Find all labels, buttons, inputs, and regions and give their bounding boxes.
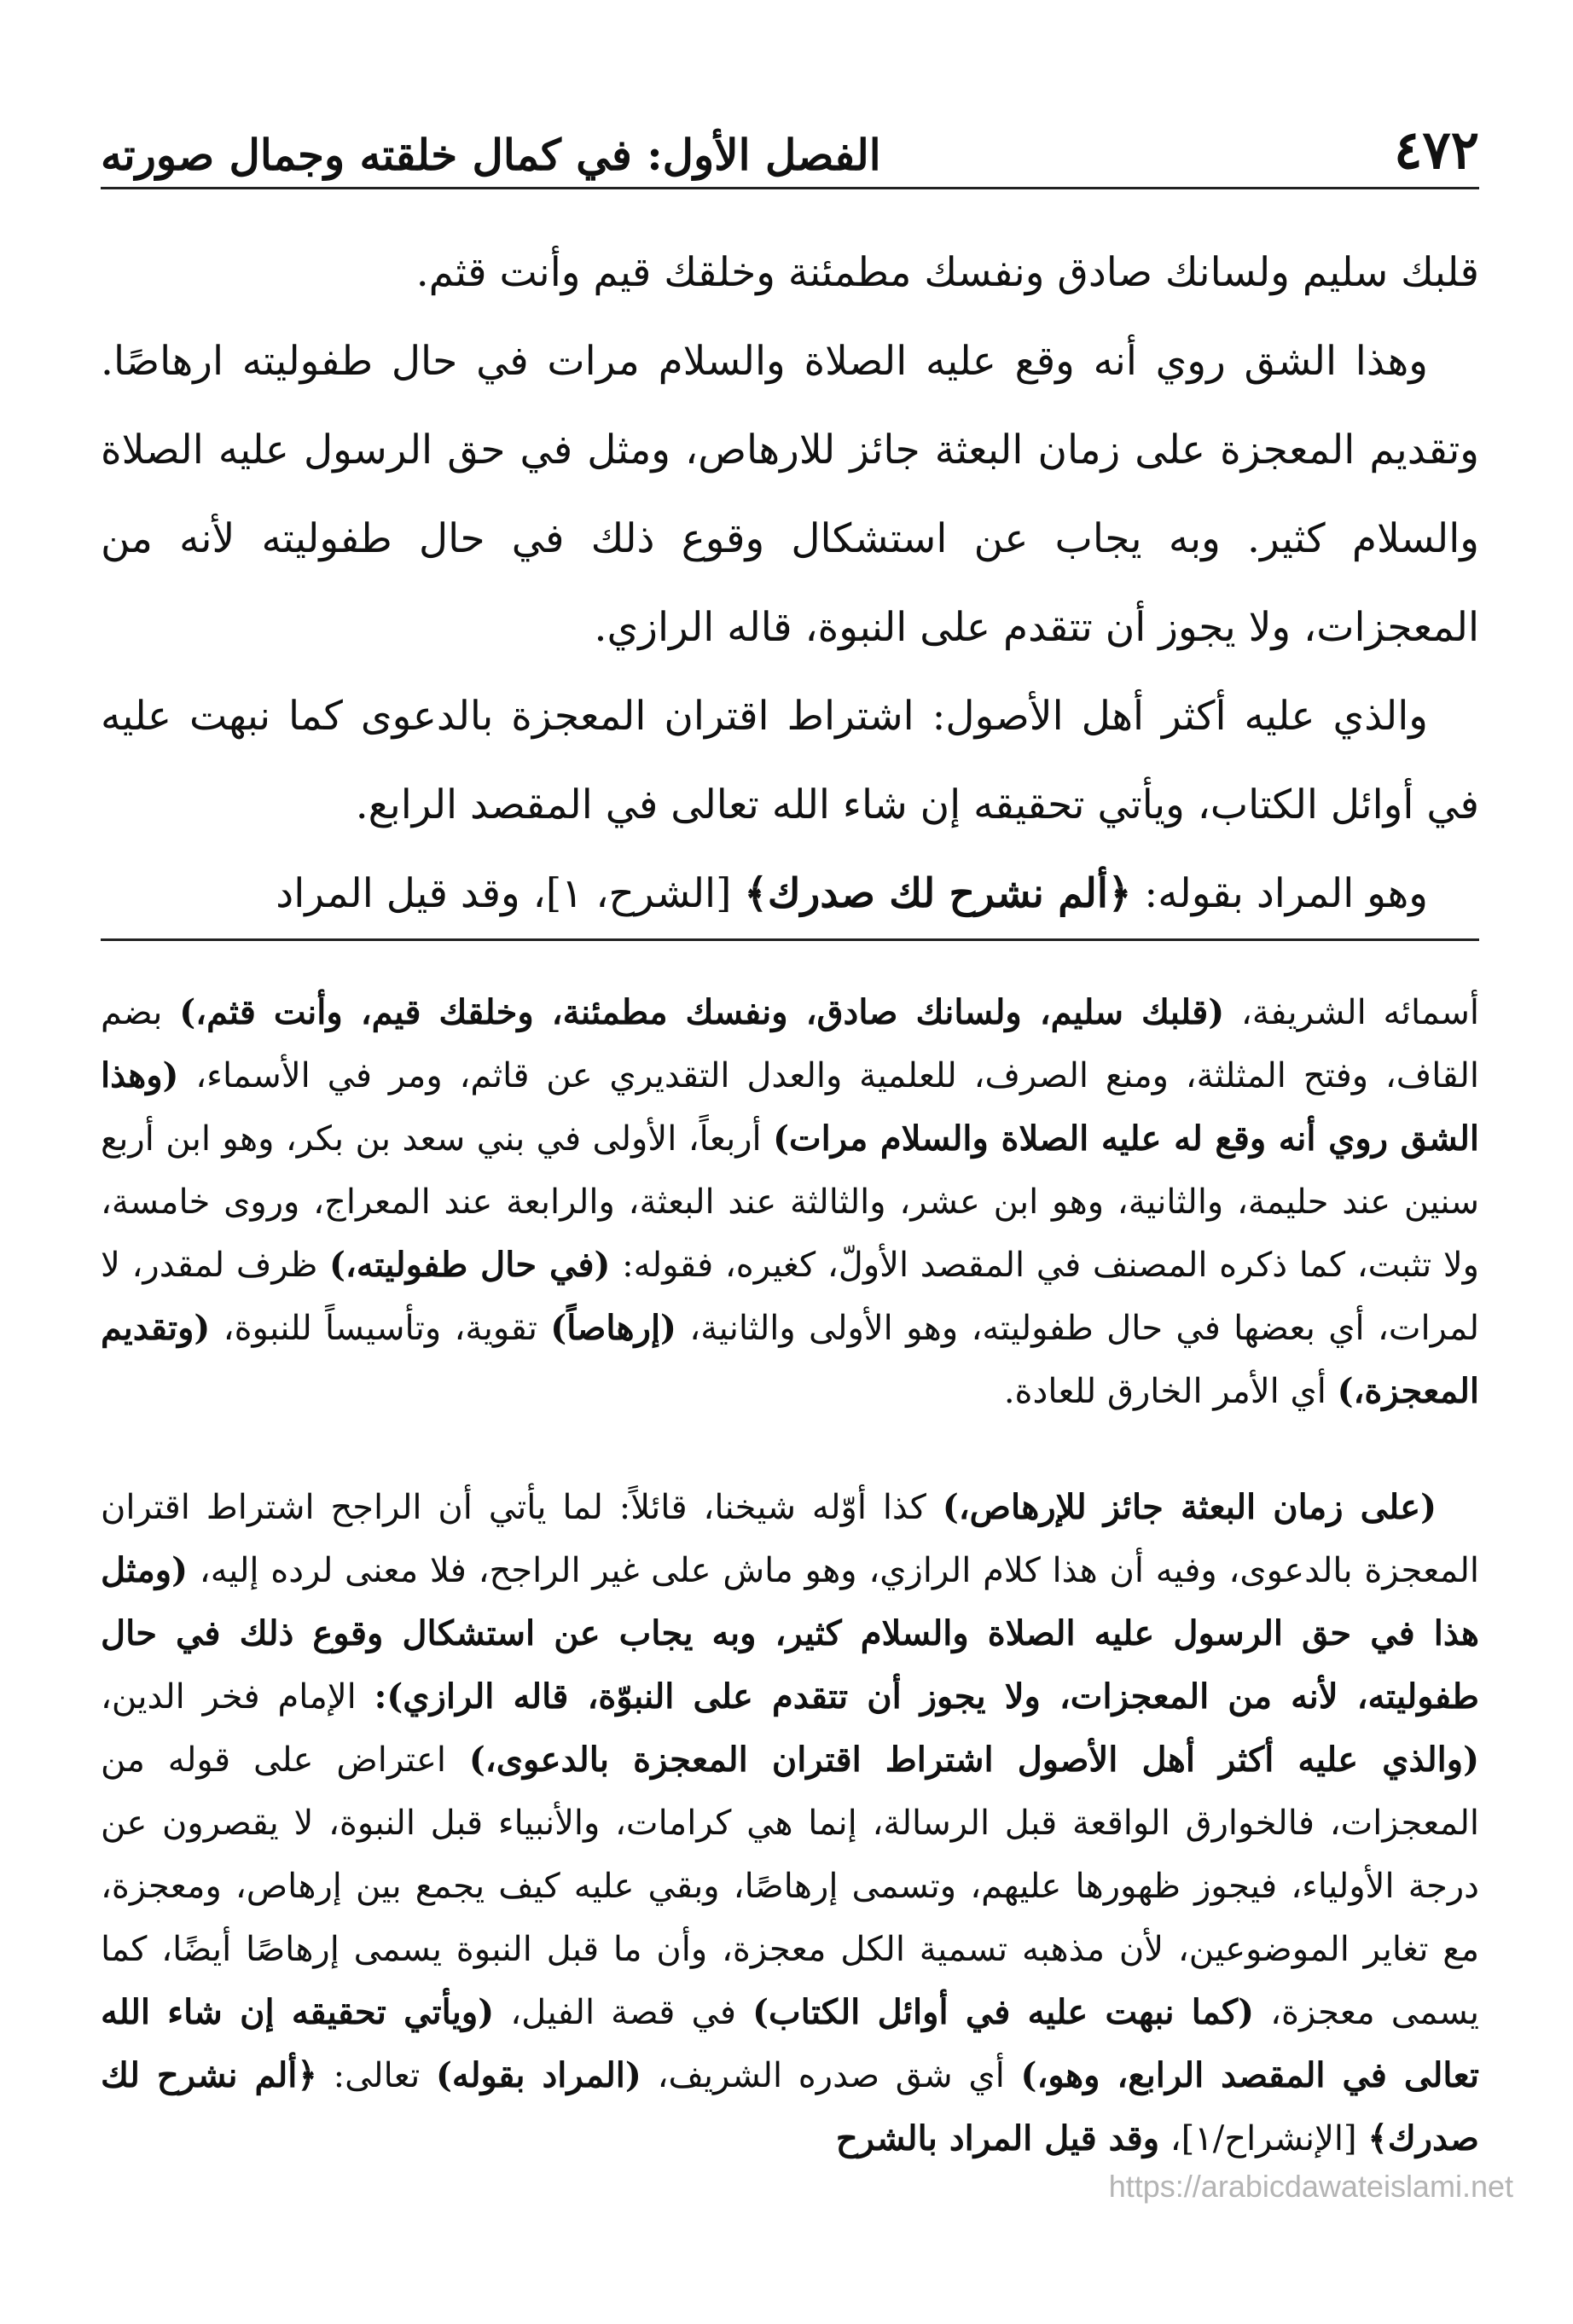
commentary [101,981,1479,2170]
main-paragraph-4-tail: [الشرح، ١]، وقد قيل المراد [276,870,745,917]
commentary-quoted-run: (قلبك سليم، ولسانك صادق، ونفسك مطمئنة، وخلقك قيم، وأنت قثم،) [179,992,1225,1032]
commentary-run: تقوية، وتأسيساً للنبوة، [210,1309,551,1348]
commentary-quoted-run: (والذي عليه أكثر أهل الأصول اشتراط اقتران المعجزة بالدعوى،) [468,1740,1479,1780]
commentary-quoted-run: (ومثل هذا في حق الرسول عليه الصلاة والسلام كثير، وبه يجاب عن استشكال وقوع ذلك في حال طفوليته، لأنه من المعجزات، ولا يجوز أن تتقدم على النبوّة، قاله الرازي): [101,1550,1479,1717]
main-paragraph-4 [101,850,1479,938]
commentary-run: تعالى: [316,2056,436,2095]
main-paragraph-2: وهذا الشق روي أنه وقع عليه الصلاة والسلام مرات في حال طفوليته ارهاصًا. وتقديم المعجزة على زمان البعثة جائز للارهاص، ومثل في حق الرسول عليه الصلاة والسلام كثير. وبه يجاب عن استشكال وقوع ذلك في حال طفوليته لأنه من المعجزات، ولا يجوز أن تتقدم على النبوة، قاله الرازي. [101,338,1479,651]
main-paragraph-4-lead: وهو المراد بقوله: [1131,870,1428,917]
commentary-paragraph-1 [101,981,1479,1423]
commentary-quoted-run: (وتقديم المعجزة،) [101,1308,1479,1411]
commentary-run: ظرف لمقدر، لا لمرات، أي بعضها في حال طفوليته، وهو الأولى والثانية، [101,1246,1480,1348]
commentary-quoted-run: (كما نبهت عليه في أوائل الكتاب) [752,1992,1255,2032]
footnote-divider [101,938,1479,941]
commentary-quoted-run: ﴿ألم نشرح لك صدرك﴾ [101,2055,1479,2158]
commentary-quoted-run: (المراد بقوله) [435,2055,641,2095]
running-title: الفصل الأول: في كمال خلقته وجمال صورته [101,130,881,180]
commentary-run: بضم القاف، وفتح المثلثة، ومنع الصرف، للعلمية والعدل التقديري عن قاثم، ومر في الأسماء، [101,993,1479,1095]
commentary-quoted-run: (إرهاصاً) [550,1308,676,1348]
commentary-run: الإمام فخر الدين، [101,1677,374,1717]
main-paragraph-1: قلبك سليم ولسانك صادق ونفسك مطمئنة وخلقك قيم وأنت قثم. [415,249,1479,296]
commentary-run: في قصة الفيل، [494,1993,753,2032]
commentary-quoted-run: (على زمان البعثة جائز للإرهاص،) [942,1487,1437,1527]
main-paragraph-3: والذي عليه أكثر أهل الأصول: اشتراط اقتران المعجزة بالدعوى كما نبهت عليه في أوائل الكتاب، ويأتي تحقيقه إن شاء الله تعالى في المقصد الرابع. [101,693,1479,828]
commentary-run: أربعاً، الأولى في بني سعد بن بكر، وهو ابن أربع سنين عند حليمة، والثانية، وهو ابن عشر، والثالثة عند البعثة، والرابعة عند المعراج، وروى خامسة، ولا تثبت، كما ذكره المصنف في المقصد الأولّ، كغيره، فقوله: [101,1119,1479,1285]
commentary-paragraph-2 [101,1476,1479,2170]
commentary-quoted-run: (في حال طفوليته،) [328,1245,611,1285]
commentary-quoted-run: (وهذا الشق روي أنه وقع له عليه الصلاة والسلام مرات) [101,1055,1479,1159]
commentary-run: اعتراض على قوله من المعجزات، فالخوارق الواقعة قبل الرسالة، إنما هي كرامات، والأنبياء قبل النبوة، لا يقصرون عن درجة الأولياء، فيجوز ظهورها عليهم، وتسمى إرهاصًا، وبقي عليه كيف يجمع بين إرهاص، ومعجزة، مع تغاير الموضوعين، لأن مذهبه تسمية الكل معجزة، وأن ما قبل النبوة يسمى إرهاصًا أيضًا، كما يسمى معجزة، [101,1740,1479,2032]
page-number: ٤٧٢ [1394,119,1479,181]
commentary-run: أي شق صدره الشريف، [641,2056,1021,2095]
commentary-run: أي الأمر الخارق للعادة. [1003,1372,1338,1411]
watermark-url: https://arabicdawateislami.net [1108,2169,1513,2204]
commentary-quoted-run: (ويأتي تحقيقه إن شاء الله تعالى في المقصد الرابع، وهو،) [101,1992,1479,2095]
quran-verse: ﴿ألم نشرح لك صدرك﴾ [744,870,1132,917]
main-text [101,229,1479,938]
commentary-run: كذا أوّله شيخنا، قائلاً: لما يأتي أن الراجح اشتراط اقتران المعجزة بالدعوى، وفيه أن هذا كلام الرازي، وهو ماش على غير الراجح، فلا معنى لرده إليه، [101,1488,1479,1590]
page-header [101,118,1479,189]
commentary-run: أسمائه الشريفة، [1224,993,1479,1032]
commentary-run: [الإنشراح/١]، [1159,2119,1368,2158]
commentary-quoted-run: وقد قيل المراد بالشرح [835,2118,1160,2158]
